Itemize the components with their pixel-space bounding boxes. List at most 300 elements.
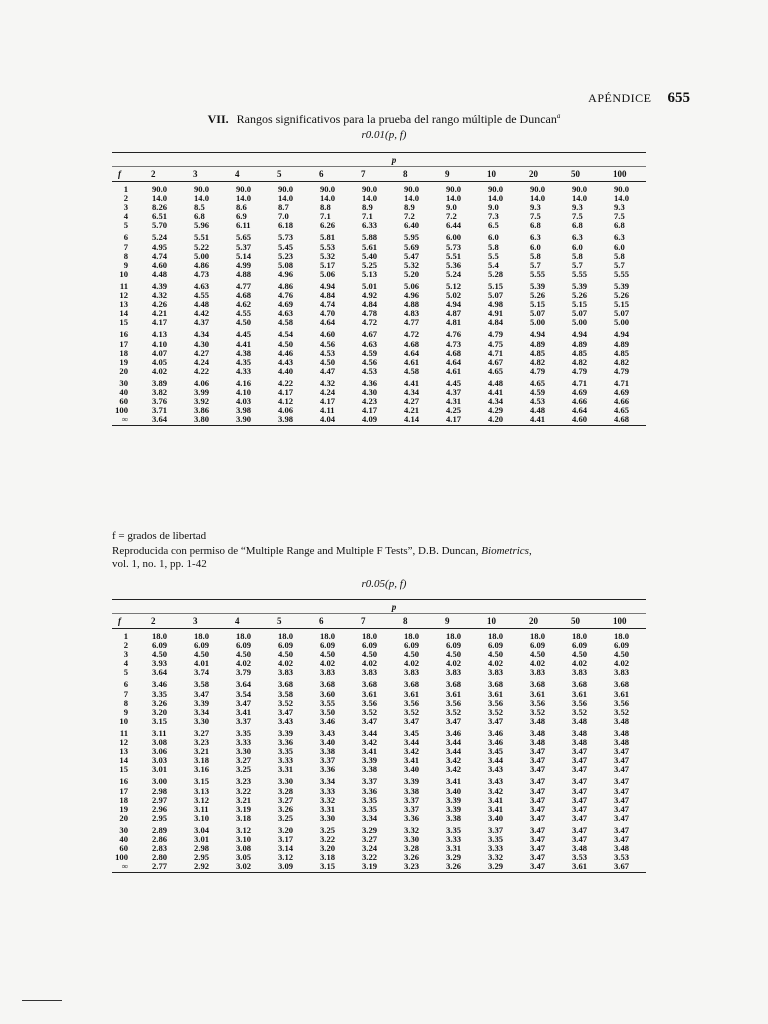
range-table xyxy=(112,152,646,426)
range-value-cell: 3.47 xyxy=(530,844,546,854)
range-value-cell: 4.02 xyxy=(446,659,462,669)
table-row xyxy=(112,629,646,642)
range-value-cell: 3.83 xyxy=(614,668,630,678)
range-value-cell: 5.55 xyxy=(530,269,546,279)
range-value-cell: 4.48 xyxy=(194,300,210,310)
table-row xyxy=(112,230,646,242)
range-value-cell: 3.31 xyxy=(446,844,462,854)
range-value-cell: 3.42 xyxy=(488,786,504,796)
range-value-cell: 5.47 xyxy=(404,251,420,261)
range-value-cell: 5.55 xyxy=(572,269,588,279)
range-value-cell: 3.21 xyxy=(194,747,210,757)
degrees-of-freedom-cell: 14 xyxy=(119,309,128,319)
p-column-header: 5 xyxy=(268,614,310,629)
page-number: 655 xyxy=(667,90,690,106)
range-value-cell: 3.83 xyxy=(488,668,504,678)
row-group xyxy=(112,182,646,231)
range-value-cell: 3.47 xyxy=(530,747,546,757)
range-value-cell: 6.0 xyxy=(530,242,541,252)
range-value-cell: 4.02 xyxy=(572,659,588,669)
range-value-cell: 3.36 xyxy=(278,738,294,748)
range-value-cell: 4.27 xyxy=(404,397,420,407)
table-row xyxy=(112,388,646,397)
range-value-cell: 14.0 xyxy=(278,194,294,204)
range-value-cell: 3.90 xyxy=(226,415,268,426)
range-value-cell: 5.36 xyxy=(446,260,462,270)
range-value-cell: 4.50 xyxy=(488,650,504,660)
range-value-cell: 3.48 xyxy=(530,738,546,748)
range-value-cell: 3.52 xyxy=(614,707,630,717)
range-value-cell: 4.50 xyxy=(236,318,252,328)
range-value-cell: 4.53 xyxy=(530,397,546,407)
table-row xyxy=(112,844,646,853)
range-value-cell: 3.47 xyxy=(530,756,546,766)
range-value-cell: 4.50 xyxy=(236,650,252,660)
range-value-cell: 3.35 xyxy=(362,795,378,805)
range-value-cell: 3.64 xyxy=(152,668,168,678)
range-value-cell: 3.04 xyxy=(194,824,210,835)
range-value-cell: 4.77 xyxy=(404,318,420,328)
range-value-cell: 4.50 xyxy=(278,650,294,660)
range-value-cell: 4.20 xyxy=(478,415,520,426)
source-text: Reproducida con permiso de “Multiple Range and Multiple F Tests”, D.B. Duncan, xyxy=(112,545,482,557)
range-value-cell: 5.07 xyxy=(572,309,588,319)
range-value-cell: 4.73 xyxy=(446,339,462,349)
dof-footnote: f = grados de libertad xyxy=(112,530,207,542)
range-value-cell: 4.54 xyxy=(278,329,294,340)
range-value-cell: 3.47 xyxy=(362,716,378,726)
p-column-header: 9 xyxy=(436,167,478,182)
range-value-cell: 4.85 xyxy=(572,348,588,358)
range-value-cell: 4.94 xyxy=(572,329,588,340)
table-row xyxy=(112,221,646,230)
range-value-cell: 3.58 xyxy=(278,689,294,699)
range-value-cell: 3.47 xyxy=(572,804,588,814)
range-value-cell: 18.0 xyxy=(614,631,630,641)
range-value-cell: 4.39 xyxy=(152,280,168,291)
range-value-cell: 3.31 xyxy=(278,765,294,775)
p-row-spacer xyxy=(112,600,142,614)
range-value-cell: 4.55 xyxy=(194,291,210,301)
range-value-cell: 7.3 xyxy=(488,212,499,222)
range-value-cell: 3.74 xyxy=(194,668,210,678)
range-value-cell: 3.01 xyxy=(152,765,168,775)
p-label: p xyxy=(142,153,646,167)
range-value-cell: 4.61 xyxy=(404,357,420,367)
range-value-cell: 3.23 xyxy=(236,776,252,787)
range-value-cell: 3.39 xyxy=(404,776,420,787)
range-value-cell: 3.31 xyxy=(320,804,336,814)
range-value-cell: 3.01 xyxy=(194,834,210,844)
range-value-cell: 8.6 xyxy=(236,203,247,213)
range-value-cell: 90.0 xyxy=(614,184,630,194)
degrees-of-freedom-cell: 7 xyxy=(123,242,128,252)
range-value-cell: 3.99 xyxy=(194,387,210,397)
range-value-cell: 3.30 xyxy=(278,776,294,787)
range-value-cell: 3.33 xyxy=(320,786,336,796)
table-row xyxy=(112,708,646,717)
range-value-cell: 3.48 xyxy=(572,738,588,748)
table-row xyxy=(112,309,646,318)
range-value-cell: 4.50 xyxy=(320,650,336,660)
range-value-cell: 4.74 xyxy=(320,300,336,310)
range-value-cell: 9.0 xyxy=(488,203,499,213)
range-value-cell: 5.32 xyxy=(404,260,420,270)
table-row xyxy=(112,300,646,309)
range-value-cell: 5.06 xyxy=(320,269,336,279)
range-value-cell: 6.09 xyxy=(320,641,336,651)
range-value-cell: 90.0 xyxy=(404,184,420,194)
range-value-cell: 6.18 xyxy=(278,221,294,231)
range-value-cell: 14.0 xyxy=(530,194,546,204)
range-value-cell: 3.36 xyxy=(320,765,336,775)
range-value-cell: 3.47 xyxy=(488,716,504,726)
range-value-cell: 7.5 xyxy=(572,212,583,222)
range-value-cell: 4.56 xyxy=(362,357,378,367)
degrees-of-freedom-cell: 7 xyxy=(123,689,128,699)
range-value-cell: 5.01 xyxy=(362,280,378,291)
range-value-cell: 4.99 xyxy=(236,260,252,270)
table-row xyxy=(112,203,646,212)
range-value-cell: 3.83 xyxy=(530,668,546,678)
range-value-cell: 4.13 xyxy=(152,329,168,340)
range-value-cell: 3.47 xyxy=(614,813,630,823)
range-value-cell: 4.30 xyxy=(194,339,210,349)
range-value-cell: 14.0 xyxy=(446,194,462,204)
range-value-cell: 3.61 xyxy=(404,689,420,699)
range-value-cell: 8.8 xyxy=(320,203,331,213)
range-value-cell: 3.35 xyxy=(488,834,504,844)
range-value-cell: 3.21 xyxy=(236,795,252,805)
range-value-cell: 6.09 xyxy=(446,641,462,651)
table-number: VII. xyxy=(207,112,229,126)
range-value-cell: 14.0 xyxy=(404,194,420,204)
range-value-cell: 3.12 xyxy=(194,795,210,805)
range-value-cell: 3.08 xyxy=(236,844,252,854)
range-value-cell: 14.0 xyxy=(488,194,504,204)
range-value-cell: 3.42 xyxy=(446,765,462,775)
range-value-cell: 3.47 xyxy=(572,786,588,796)
range-value-cell: 3.47 xyxy=(572,747,588,757)
range-value-cell: 4.02 xyxy=(614,659,630,669)
range-value-cell: 4.94 xyxy=(530,329,546,340)
f-column-header: f xyxy=(112,614,142,629)
range-value-cell: 7.2 xyxy=(404,212,415,222)
range-value-cell: 4.86 xyxy=(194,260,210,270)
range-value-cell: 4.32 xyxy=(320,377,336,388)
range-value-cell: 3.56 xyxy=(446,698,462,708)
range-value-cell: 5.15 xyxy=(530,300,546,310)
range-value-cell: 3.46 xyxy=(488,727,504,738)
range-value-cell: 5.07 xyxy=(530,309,546,319)
range-value-cell: 4.69 xyxy=(278,300,294,310)
table-row xyxy=(112,738,646,747)
range-value-cell: 4.62 xyxy=(236,300,252,310)
table-row xyxy=(112,291,646,300)
range-value-cell: 6.33 xyxy=(362,221,378,231)
range-value-cell: 4.64 xyxy=(404,348,420,358)
range-value-cell: 4.69 xyxy=(572,387,588,397)
range-value-cell: 3.37 xyxy=(362,776,378,787)
range-value-cell: 3.52 xyxy=(278,698,294,708)
range-value-cell: 3.61 xyxy=(446,689,462,699)
source-footnote xyxy=(112,545,672,571)
range-value-cell: 5.15 xyxy=(488,280,504,291)
range-value-cell: 3.47 xyxy=(614,756,630,766)
range-value-cell: 4.42 xyxy=(194,309,210,319)
range-value-cell: 4.60 xyxy=(152,260,168,270)
range-value-cell: 4.94 xyxy=(446,300,462,310)
range-value-cell: 3.68 xyxy=(614,679,630,690)
range-value-cell: 4.03 xyxy=(236,397,252,407)
range-value-cell: 4.06 xyxy=(278,406,294,416)
range-value-cell: 6.09 xyxy=(278,641,294,651)
range-value-cell: 4.33 xyxy=(236,366,252,376)
range-value-cell: 3.64 xyxy=(142,415,184,426)
range-value-cell: 3.10 xyxy=(236,834,252,844)
degrees-of-freedom-cell: 16 xyxy=(119,776,128,787)
degrees-of-freedom-cell: 1 xyxy=(123,631,128,641)
range-value-cell: 3.56 xyxy=(530,698,546,708)
range-value-cell: 3.35 xyxy=(152,689,168,699)
table-row xyxy=(112,690,646,699)
range-value-cell: 3.55 xyxy=(320,698,336,708)
range-value-cell: 3.46 xyxy=(446,727,462,738)
degrees-of-freedom-cell: 16 xyxy=(119,329,128,340)
range-value-cell: 5.26 xyxy=(572,291,588,301)
range-value-cell: 3.44 xyxy=(362,727,378,738)
range-value-cell: 3.05 xyxy=(236,853,252,863)
range-value-cell: 3.68 xyxy=(446,679,462,690)
range-value-cell: 3.47 xyxy=(530,804,546,814)
range-value-cell: 3.61 xyxy=(572,689,588,699)
range-value-cell: 3.58 xyxy=(194,679,210,690)
range-value-cell: 90.0 xyxy=(236,184,252,194)
range-value-cell: 90.0 xyxy=(530,184,546,194)
range-value-cell: 5.25 xyxy=(362,260,378,270)
table-row xyxy=(112,397,646,406)
range-value-cell: 4.63 xyxy=(278,309,294,319)
range-value-cell: 5.20 xyxy=(404,269,420,279)
range-value-cell: 3.35 xyxy=(362,804,378,814)
table-row xyxy=(112,261,646,270)
p-column-header: 50 xyxy=(562,167,604,182)
degrees-of-freedom-cell: 12 xyxy=(119,738,128,748)
range-value-cell: 4.63 xyxy=(362,339,378,349)
degrees-of-freedom-cell: 2 xyxy=(123,641,128,651)
p-column-header: 6 xyxy=(310,614,352,629)
range-value-cell: 6.00 xyxy=(446,232,462,243)
range-value-cell: 3.25 xyxy=(278,813,294,823)
range-value-cell: 3.89 xyxy=(152,377,168,388)
range-value-cell: 6.40 xyxy=(404,221,420,231)
range-value-cell: 4.21 xyxy=(152,309,168,319)
degrees-of-freedom-cell: 17 xyxy=(119,786,128,796)
range-value-cell: 3.47 xyxy=(530,834,546,844)
range-value-cell: 3.61 xyxy=(362,689,378,699)
degrees-of-freedom-cell: 20 xyxy=(119,813,128,823)
range-value-cell: 5.51 xyxy=(446,251,462,261)
degrees-of-freedom-cell: 5 xyxy=(123,221,128,231)
range-value-cell: 2.95 xyxy=(152,813,168,823)
range-value-cell: 4.75 xyxy=(488,339,504,349)
range-value-cell: 6.09 xyxy=(572,641,588,651)
table-row xyxy=(112,774,646,786)
table-row xyxy=(112,406,646,415)
degrees-of-freedom-cell: 6 xyxy=(123,232,128,243)
range-value-cell: 4.26 xyxy=(152,300,168,310)
range-value-cell: 3.47 xyxy=(530,853,546,863)
range-value-cell: 3.39 xyxy=(362,756,378,766)
range-value-cell: 6.8 xyxy=(194,212,205,222)
range-value-cell: 5.07 xyxy=(614,309,630,319)
range-value-cell: 5.39 xyxy=(572,280,588,291)
range-value-cell: 6.8 xyxy=(614,221,625,231)
range-value-cell: 4.50 xyxy=(152,650,168,660)
degrees-of-freedom-cell: 6 xyxy=(123,679,128,690)
range-value-cell: 2.86 xyxy=(152,834,168,844)
range-value-cell: 5.55 xyxy=(614,269,630,279)
range-value-cell: 4.04 xyxy=(310,415,352,426)
range-value-cell: 2.92 xyxy=(184,862,226,873)
range-value-cell: 5.40 xyxy=(362,251,378,261)
range-value-cell: 2.77 xyxy=(142,862,184,873)
p-column-header: 4 xyxy=(226,614,268,629)
range-value-cell: 4.50 xyxy=(194,650,210,660)
p-column-header: 100 xyxy=(604,167,646,182)
range-value-cell: 3.48 xyxy=(614,738,630,748)
range-value-cell: 4.71 xyxy=(572,377,588,388)
range-value-cell: 3.83 xyxy=(362,668,378,678)
range-value-cell: 4.02 xyxy=(278,659,294,669)
range-value-cell: 4.47 xyxy=(320,366,336,376)
table-row xyxy=(112,376,646,388)
range-value-cell: 5.08 xyxy=(278,260,294,270)
range-value-cell: 4.71 xyxy=(488,348,504,358)
range-value-cell: 3.34 xyxy=(194,707,210,717)
range-value-cell: 3.50 xyxy=(320,707,336,717)
range-value-cell: 3.48 xyxy=(572,716,588,726)
range-value-cell: 3.43 xyxy=(320,727,336,738)
range-value-cell: 2.97 xyxy=(152,795,168,805)
range-value-cell: 3.48 xyxy=(614,716,630,726)
range-value-cell: 4.41 xyxy=(520,415,562,426)
range-value-cell: 3.47 xyxy=(530,765,546,775)
range-value-cell: 4.17 xyxy=(152,318,168,328)
range-value-cell: 4.25 xyxy=(446,406,462,416)
p-column-header: 2 xyxy=(142,167,184,182)
range-value-cell: 4.43 xyxy=(278,357,294,367)
range-value-cell: 3.16 xyxy=(194,765,210,775)
range-value-cell: 3.37 xyxy=(488,824,504,835)
range-value-cell: 4.87 xyxy=(446,309,462,319)
range-value-cell: 3.48 xyxy=(530,727,546,738)
range-value-cell: 3.47 xyxy=(614,824,630,835)
range-value-cell: 18.0 xyxy=(404,631,420,641)
range-value-cell: 4.84 xyxy=(488,318,504,328)
range-value-cell: 3.18 xyxy=(320,853,336,863)
range-value-cell: 4.09 xyxy=(352,415,394,426)
range-value-cell: 3.46 xyxy=(152,679,168,690)
range-value-cell: 18.0 xyxy=(320,631,336,641)
range-value-cell: 3.48 xyxy=(614,727,630,738)
range-value-cell: 3.41 xyxy=(488,795,504,805)
range-value-cell: 6.09 xyxy=(404,641,420,651)
range-value-cell: 5.23 xyxy=(278,251,294,261)
range-value-cell: 3.41 xyxy=(488,804,504,814)
degrees-of-freedom-cell: ∞ xyxy=(112,862,142,873)
range-value-cell: 3.56 xyxy=(614,698,630,708)
range-value-cell: 3.44 xyxy=(446,747,462,757)
range-value-cell: 4.70 xyxy=(320,309,336,319)
range-value-cell: 4.45 xyxy=(446,377,462,388)
range-value-cell: 3.47 xyxy=(530,813,546,823)
range-value-cell: 3.44 xyxy=(404,738,420,748)
range-value-cell: 5.39 xyxy=(530,280,546,291)
range-value-cell: 4.10 xyxy=(236,387,252,397)
range-value-cell: 4.53 xyxy=(320,348,336,358)
range-value-cell: 5.70 xyxy=(152,221,168,231)
p-column-header: 4 xyxy=(226,167,268,182)
p-column-header: 50 xyxy=(562,614,604,629)
range-value-cell: 4.76 xyxy=(278,291,294,301)
range-value-cell: 3.40 xyxy=(488,813,504,823)
range-value-cell: 4.72 xyxy=(404,329,420,340)
range-value-cell: 3.47 xyxy=(572,776,588,787)
range-value-cell: 4.71 xyxy=(614,377,630,388)
range-value-cell: 4.41 xyxy=(488,387,504,397)
source-journal: Biometrics xyxy=(481,545,529,557)
range-value-cell: 4.96 xyxy=(404,291,420,301)
range-value-cell: 3.83 xyxy=(404,668,420,678)
range-value-cell: 5.17 xyxy=(320,260,336,270)
degrees-of-freedom-cell: 18 xyxy=(119,348,128,358)
range-value-cell: 4.65 xyxy=(530,377,546,388)
p-column-header: 20 xyxy=(520,167,562,182)
range-value-cell: 3.27 xyxy=(236,756,252,766)
range-value-cell: 6.26 xyxy=(320,221,336,231)
range-value-cell: 3.61 xyxy=(614,689,630,699)
range-value-cell: 3.20 xyxy=(320,844,336,854)
range-value-cell: 3.40 xyxy=(320,738,336,748)
range-value-cell: 4.10 xyxy=(152,339,168,349)
range-value-cell: 5.02 xyxy=(446,291,462,301)
p-column-header: 7 xyxy=(352,614,394,629)
table-row xyxy=(112,194,646,203)
range-value-cell: 3.18 xyxy=(236,813,252,823)
degrees-of-freedom-cell: 10 xyxy=(119,269,128,279)
range-value-cell: 3.47 xyxy=(530,776,546,787)
range-value-cell: 3.44 xyxy=(446,738,462,748)
range-value-cell: 3.53 xyxy=(572,853,588,863)
table-row xyxy=(112,659,646,668)
range-value-cell: 4.63 xyxy=(194,280,210,291)
table-row xyxy=(112,641,646,650)
range-value-cell: 3.26 xyxy=(152,698,168,708)
range-value-cell: 4.24 xyxy=(194,357,210,367)
range-value-cell: 3.15 xyxy=(310,862,352,873)
range-value-cell: 4.35 xyxy=(236,357,252,367)
range-value-cell: 3.48 xyxy=(572,844,588,854)
p-column-header: 3 xyxy=(184,167,226,182)
range-value-cell: 3.14 xyxy=(278,844,294,854)
range-value-cell: 3.34 xyxy=(362,813,378,823)
range-value-cell: 4.31 xyxy=(446,397,462,407)
range-value-cell: 3.68 xyxy=(278,679,294,690)
range-value-cell: 4.41 xyxy=(236,339,252,349)
range-value-cell: 3.61 xyxy=(562,862,604,873)
range-value-cell: 3.32 xyxy=(404,824,420,835)
